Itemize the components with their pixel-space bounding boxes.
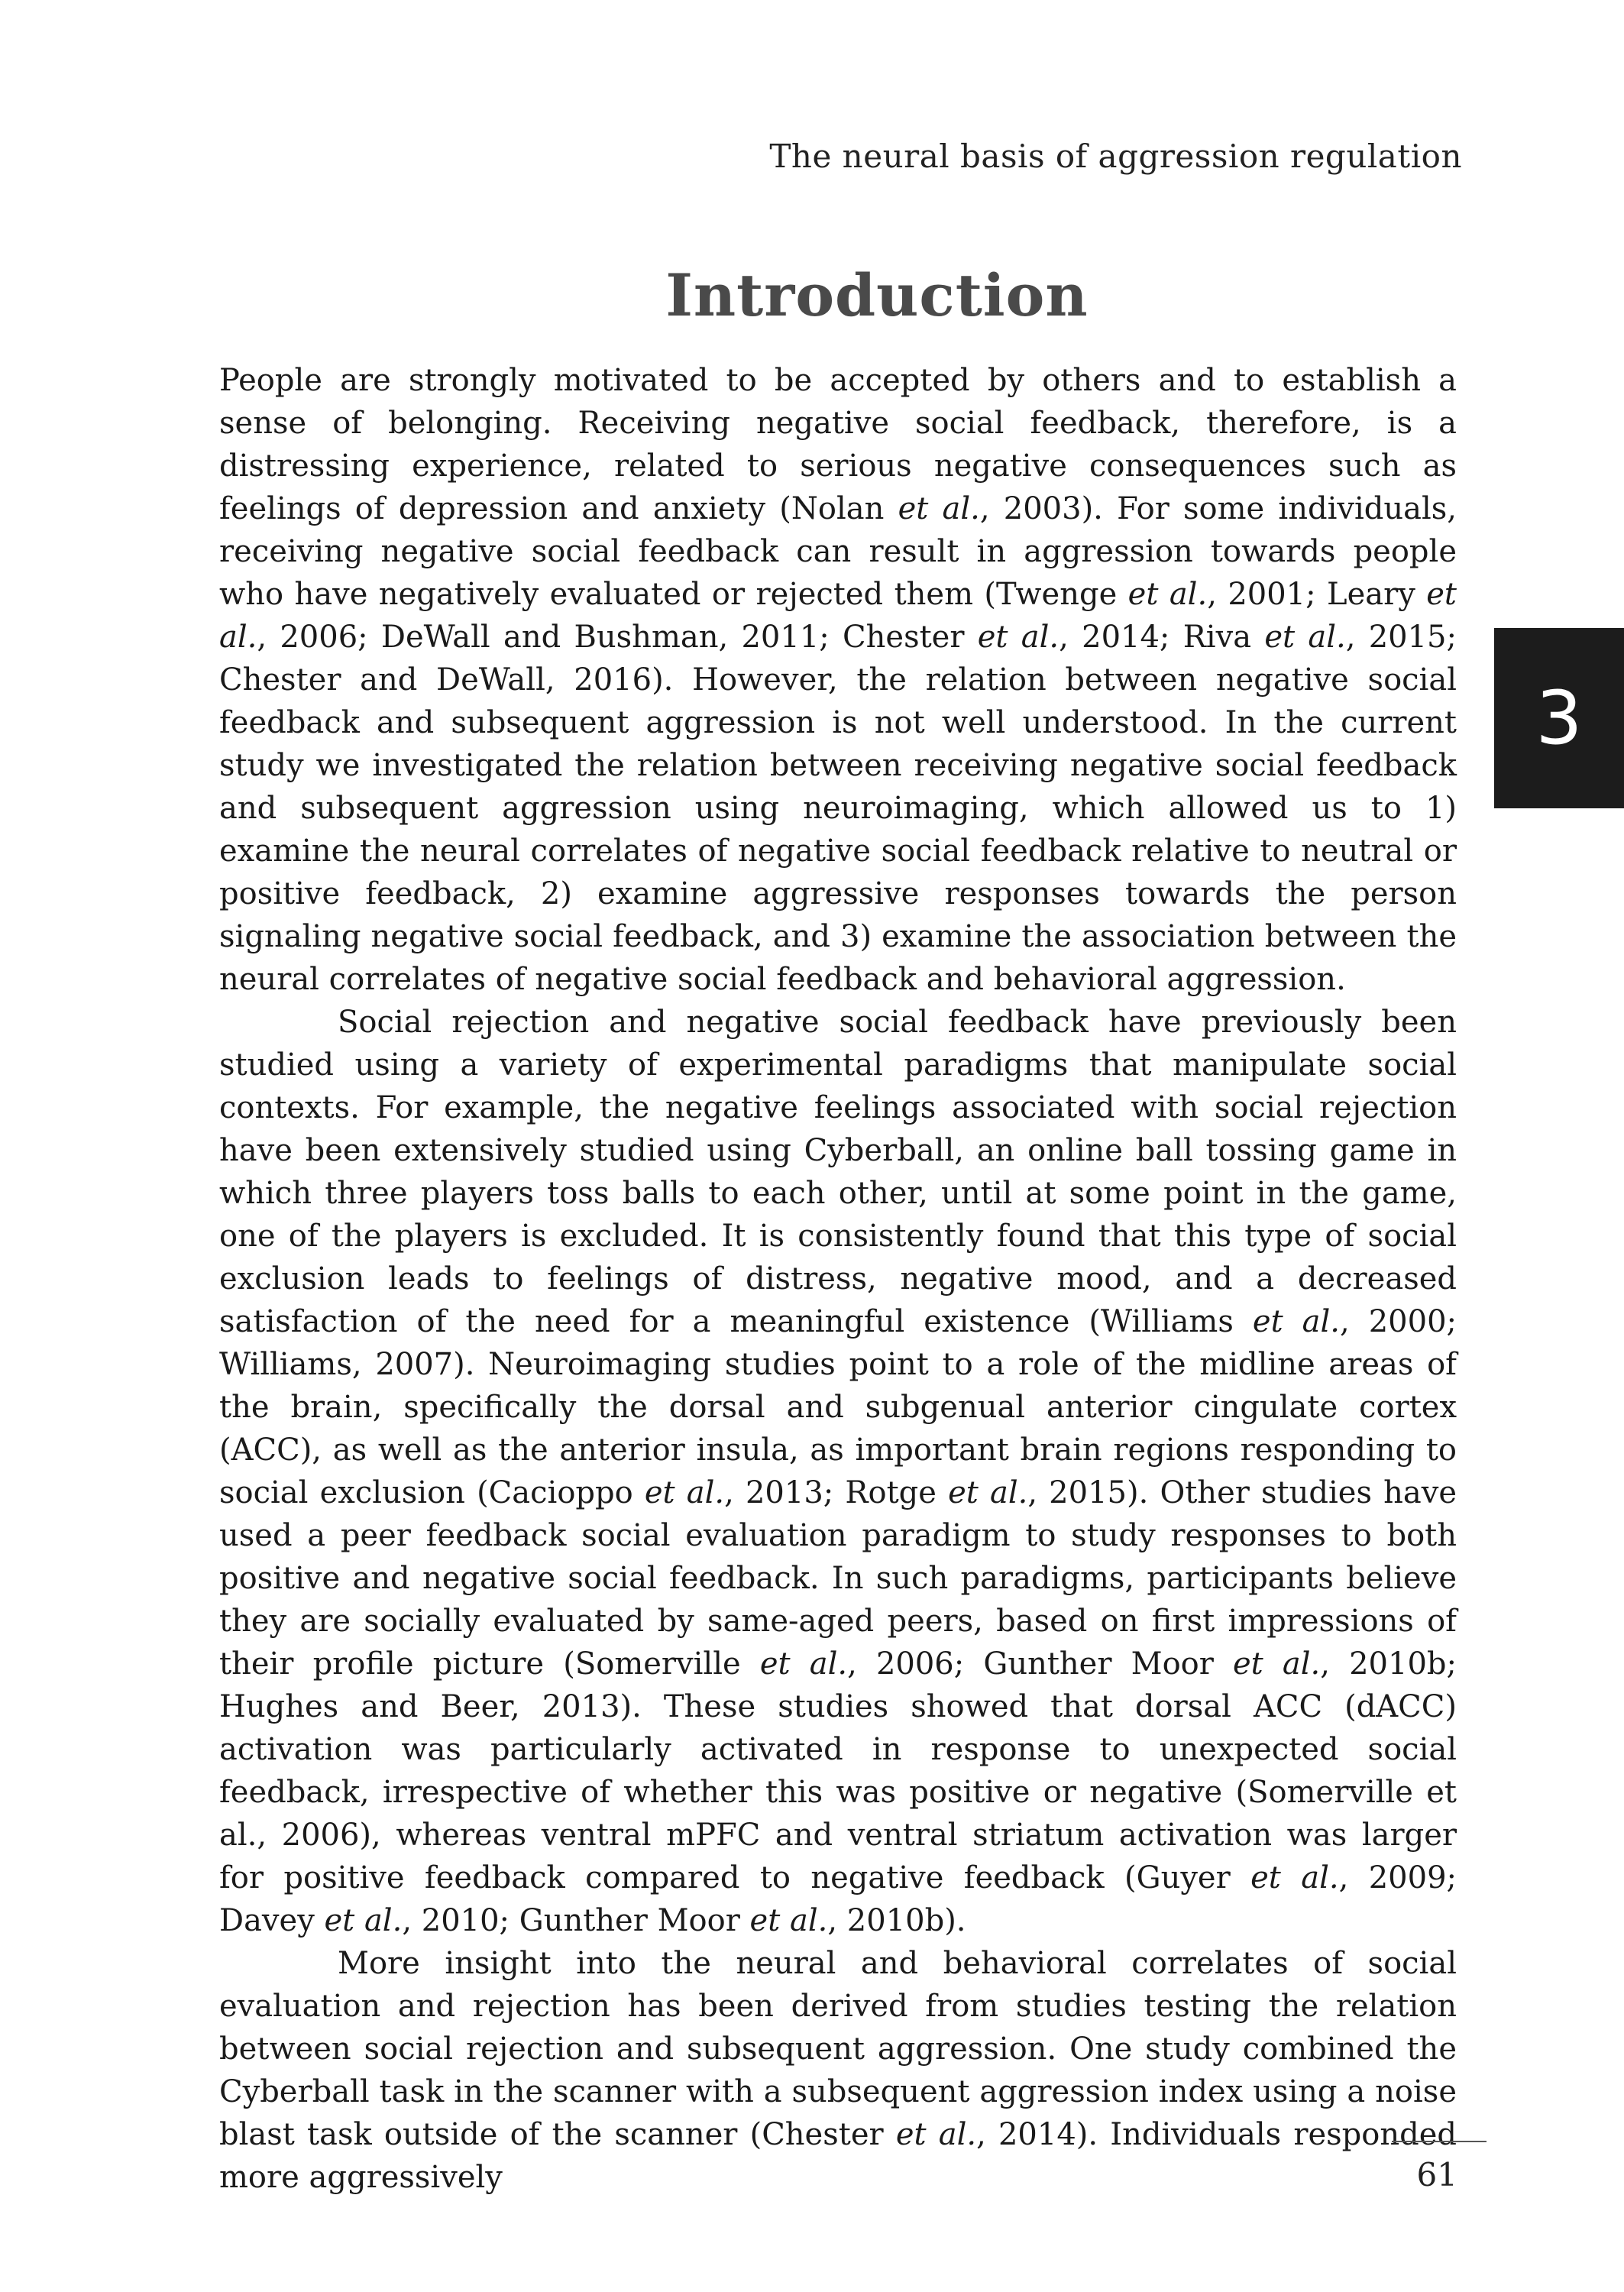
paragraph	[219, 1942, 1457, 2199]
italic-text: et al.	[898, 491, 980, 526]
text-run: Social rejection and negative social feedback have previously been studied using a variety of experimental paradigms that manipulate social contexts. For example, the negative feelings associated with social rejection have been extensively studied using Cyberball, an online ball tossing game in which three players toss balls to each other, until at some point in the game, one of the players is excluded. It is consistently found that this type of social exclusion leads to feelings of distress, negative mood, and a decreased satisfaction of the need for a meaningful existence (Williams	[219, 1005, 1457, 1339]
text-run: , 2014; Riva	[1059, 620, 1265, 655]
text-run: , 2006; Gunther Moor	[847, 1646, 1233, 1682]
text-run: , 2010; Gunther Moor	[402, 1903, 750, 1938]
italic-text: et al.	[895, 2117, 977, 2152]
text-run: , 2010b).	[827, 1903, 966, 1938]
chapter-number: 3	[1535, 675, 1583, 761]
italic-text: et al.	[948, 1475, 1028, 1510]
italic-text: et al.	[749, 1903, 828, 1938]
text-run: More insight into the neural and behavioral correlates of social evaluation and rejection has been derived from studies testing the relation between social rejection and subsequent aggression. One study combined the Cyberball task in the scanner with a subsequent aggression index using a noise blast task outside of the scanner (Chester	[219, 1946, 1457, 2152]
paragraph	[219, 359, 1457, 1001]
text-run: , 2015). Other studies have used a peer feedback social evaluation paradigm to study responses to both positive and negative social feedback. In such paradigms, participants believe they are socially evaluated by same-aged peers, based on first impressions of their profile picture (Somerville	[219, 1475, 1457, 1682]
section-title: Introduction	[665, 261, 1089, 329]
page-number: 61	[1416, 2156, 1457, 2193]
text-run: , 2013; Rotge	[724, 1475, 949, 1510]
italic-text: et al.	[977, 620, 1059, 655]
body-text	[219, 359, 1457, 2199]
text-run: , 2001; Leary	[1207, 577, 1427, 612]
text-run: , 2014). Individuals responded more aggressively	[219, 2117, 1457, 2195]
footer-rule	[1392, 2141, 1487, 2142]
italic-text: et al.	[1250, 1860, 1339, 1895]
italic-text: et al.	[759, 1646, 848, 1682]
text-run: , 2003). For some individuals, receiving negative social feedback can result in aggression towards people who have negatively evaluated or rejected them (Twenge	[219, 491, 1457, 612]
italic-text: et al.	[1233, 1646, 1321, 1682]
text-run: People are strongly motivated to be accepted by others and to establish a sense of belonging. Receiving negative social feedback, therefore, is a distressing experience, related to serious negative consequences such as feelings of depression and anxiety (Nolan	[219, 363, 1457, 526]
italic-text: et al.	[1127, 577, 1208, 612]
text-run: , 2015; Chester and DeWall, 2016). However, the relation between negative social feedback and subsequent aggression is not well understood. In the current study we investigated the relation between receiving negative social feedback and subsequent aggression using neuroimaging, which allowed us to 1) examine the neural correlates of negative social feedback relative to neutral or positive feedback, 2) examine aggressive responses towards the person signaling negative social feedback, and 3) examine the association between the neural correlates of negative social feedback and behavioral aggression.	[219, 620, 1457, 997]
paragraph	[219, 1001, 1457, 1942]
text-run: , 2006; DeWall and Bushman, 2011; Chester	[257, 620, 978, 655]
text-run: , 2010b; Hughes and Beer, 2013). These studies showed that dorsal ACC (dACC) activation was particularly activated in response to unexpected social feedback, irrespective of whether this was positive or negative (Somerville et al., 2006), whereas ventral mPFC and ventral striatum activation was larger for positive feedback compared to negative feedback (Guyer	[219, 1646, 1457, 1895]
chapter-tab	[1494, 628, 1624, 808]
italic-text: et al.	[324, 1903, 403, 1938]
italic-text: et al.	[219, 577, 1457, 655]
text-run: , 2000; Williams, 2007). Neuroimaging studies point to a role of the midline areas of the brain, specifically the dorsal and subgenual anterior cingulate cortex (ACC), as well as the anterior insula, as important brain regions responding to social exclusion (Cacioppo	[219, 1304, 1457, 1510]
italic-text: et al.	[644, 1475, 725, 1510]
italic-text: et al.	[1264, 620, 1346, 655]
running-header: The neural basis of aggression regulation	[769, 138, 1462, 175]
italic-text: et al.	[1252, 1304, 1340, 1339]
text-run: , 2009; Davey	[219, 1860, 1457, 1938]
